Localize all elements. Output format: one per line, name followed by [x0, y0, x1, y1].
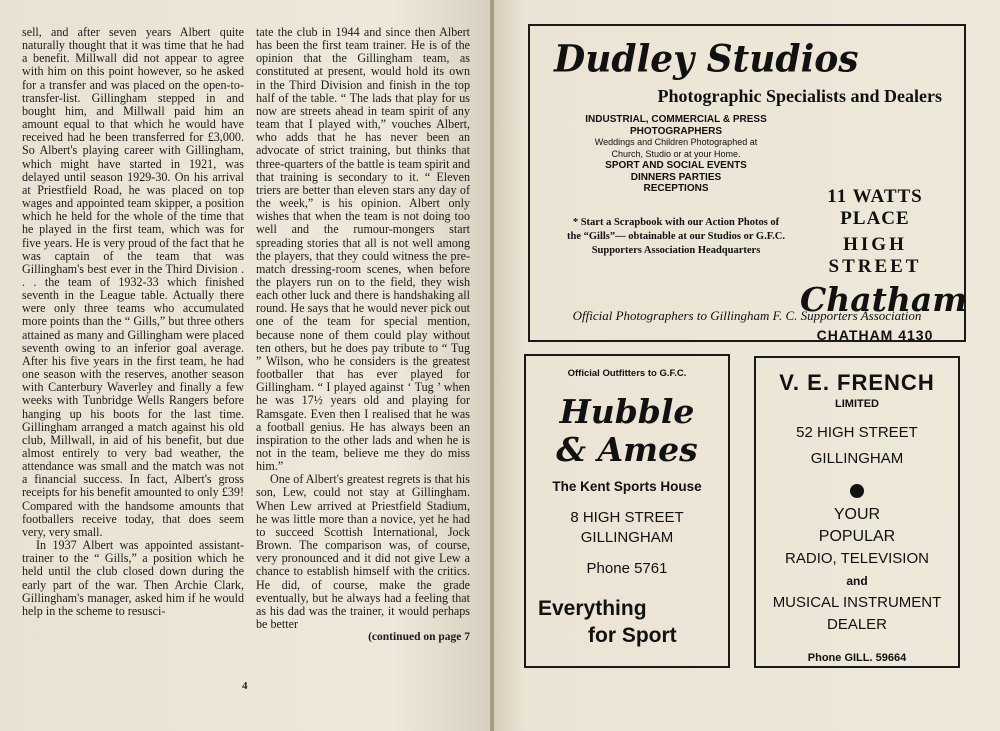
- phone-number: Phone 5761: [586, 560, 668, 577]
- address-line: 11 WATTS PLACE: [827, 186, 923, 229]
- slogan-line: Everything: [538, 597, 647, 620]
- dudley-footer: Official Photographers to Gillingham F. C. Supporters Association: [572, 308, 922, 323]
- dudley-studios-ad: [528, 24, 966, 342]
- article-paragraph: sell, and after seven years Albert quite naturally thought that it was time that he had a benefit. Millwall did not appear to agree with him on this point however, so he asked for a transfer and was placed on the open-to-transfer-list. Gillingham stepped in and bought him, and Millwall paid him an amount equal to that which he would have received had he been transferred for £3,000. So Albert's playing career with Gillingham, which might have started in 1921, was delayed until season 1929-30. On his arrival at Priestfield Road, he was placed on top wages and appointed team skipper, a position which he held for the whole of the time that he played in the first team, which was for five years. He is very proud of the fact that he was captain of the team that was Gillingham's best ever in the Third Division . . . the team of 1932-33 which finished seventh in the League table. Actually there were only three teams who accumulated more points than the “ Gills,” but three others attained as many and Gillingham were placed seventh owing to an inferior goal average. After his five years in the first team, he had one season with the reserves, another season with Canterbury Waverley and finally a few weeks with Tunbridge Wells Rangers before hanging up his boots for the last time. Gillingham arranged a match against his old club, Millwall, in aid of his benefit, but due almost entirely to very bad weather, the attendance was small and the match was not a financial success. In fact, Albert's gross receipts for his benefit amounted to only £39! Compared with the handsome amounts that footballers receive today, that does seem very, very small.: [22, 25, 244, 539]
- limited-label: LIMITED: [835, 398, 879, 410]
- service-line: INDUSTRIAL, COMMERCIAL & PRESS: [585, 114, 767, 125]
- town-name: Chatham: [800, 280, 968, 319]
- hubble-address: [526, 508, 728, 548]
- french-address: [756, 420, 958, 472]
- hubble-name: Hubble: [559, 392, 695, 431]
- scrapbook-offer: * Start a Scrapbook with our Action Photos of the “Gills”— obtainable at our Studios or G.F.C. Supporters Association Headquarters: [566, 217, 785, 256]
- ve-french-ad: [754, 356, 960, 668]
- ads-page: [494, 0, 1000, 731]
- address-line: HIGH STREET: [828, 234, 922, 277]
- description-line: and: [846, 574, 868, 588]
- address-line: 52 HIGH STREET: [796, 424, 918, 441]
- description-line: MUSICAL INSTRUMENT: [772, 594, 942, 611]
- service-line: SPORT AND SOCIAL EVENTS: [605, 160, 747, 171]
- official-outfitters: Official Outfitters to G.F.C.: [567, 368, 687, 379]
- article-page: [0, 0, 492, 731]
- continued-note: (continued on page 7: [368, 631, 470, 644]
- ames-name: & Ames: [556, 430, 698, 469]
- service-line: Weddings and Children Photographed at: [594, 137, 758, 147]
- dudley-services: [566, 114, 786, 195]
- service-line: RECEPTIONS: [643, 183, 709, 194]
- slogan: [538, 595, 728, 649]
- phone-number: CHATHAM 4130: [816, 327, 934, 343]
- town-name: GILLINGHAM: [810, 450, 904, 467]
- description-line: DEALER: [826, 616, 888, 633]
- article-column-1: [22, 26, 244, 618]
- slogan-line: for Sport: [588, 624, 677, 647]
- page-number: 4: [242, 680, 248, 692]
- article-column-2: [256, 26, 470, 644]
- article-paragraph: In 1937 Albert was appointed assistant-trainer to the “ Gills,” a position which he held until the club closed down during the early part of the war. Then Archie Clark, Gillingham's manager, asked him if he would help in the scheme to resusci-: [22, 538, 244, 618]
- description-line: POPULAR: [818, 528, 896, 545]
- article-paragraph: tate the club in 1944 and since then Albert has been the first team trainer. He is of the opinion that the Gillingham team, as constituted at present, would hold its own in the Third Division and finish in the top half of the table. “ The lads that play for us now are streets ahead in team spirit of any team that I played with,” vouches Albert, who adds that he has never been an advocate of strict training, but thinks that three-quarters of the battle is team spirit and that training is secondary to it. “ Eleven triers are better than eleven stars any day of the week,” is his opinion. Albert only wishes that when the team is not doing too well and the rumour-mongers start spreading stories that all is not well among the players, that they could witness the pre-match dressing-room scenes, when before the players run on to the field, they wish each other luck and there is handshaking all round. He says that he would never pick out one of the team for special mention, because none of them could play without ten others, but he does pay tribute to “ Tug ” Wilson, who he considers is the greatest footballer that has ever played for Gillingham. “ I played against ‘ Tug ’ when he was 17½ years old and playing for Ramsgate. Even then I realised that he was a football genius. He has always been an inspiration to the other lads and when he is not in the team, believe me they do miss him.”: [256, 25, 470, 474]
- dudley-name: Dudley Studios: [554, 36, 859, 82]
- french-description: [756, 504, 958, 636]
- bullet-dot-icon: [850, 484, 864, 498]
- phone-number: Phone GILL. 59664: [807, 652, 907, 664]
- description-line: YOUR: [833, 506, 881, 523]
- sports-house: The Kent Sports House: [552, 479, 702, 494]
- town-name: GILLINGHAM: [580, 529, 674, 546]
- service-line: DINNERS PARTIES: [630, 171, 722, 183]
- service-line: Church, Studio or at your Home.: [611, 148, 741, 159]
- article-paragraph: One of Albert's greatest regrets is that his son, Lew, could not stay at Gillingham. When Lew arrived at Priestfield Stadium, he was little more than a novice, yet he had to succeed Scottish International, Jock Brown. The comparison was, of course, very pronounced and it did not give Lew a chance to establish himself with the critics. He did, of course, make the grade eventually, but he always had a feeling that as his dad was the trainer, it would perhaps be better: [256, 472, 470, 632]
- hubble-ames-ad: [524, 354, 730, 668]
- dudley-tagline: Photographic Specialists and Dealers: [657, 86, 942, 106]
- address-line: 8 HIGH STREET: [570, 509, 684, 526]
- description-line: RADIO, TELEVISION: [785, 550, 929, 567]
- service-line: PHOTOGRAPHERS: [629, 125, 723, 137]
- french-name: V. E. FRENCH: [779, 370, 935, 395]
